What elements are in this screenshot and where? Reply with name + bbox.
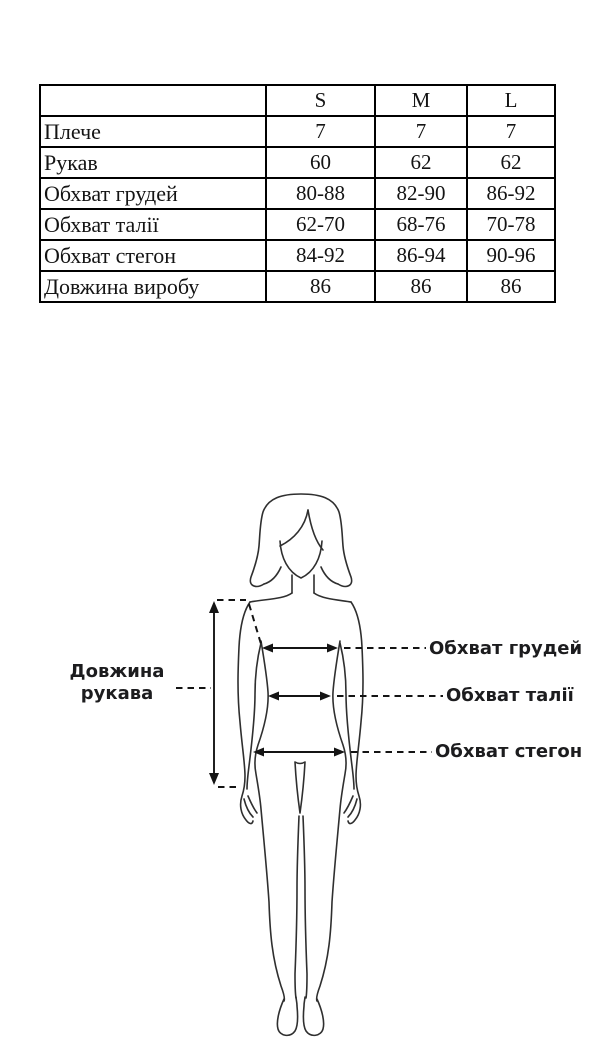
row-label-item-length: Довжина виробу	[40, 271, 266, 302]
row-label-sleeve: Рукав	[40, 147, 266, 178]
face-outline	[280, 541, 322, 578]
fringe-left	[280, 510, 308, 546]
hair-flick-right	[321, 567, 338, 584]
hand-left	[244, 796, 257, 817]
arrow-right-icon	[327, 644, 338, 653]
row-label-waist: Обхват талії	[40, 209, 266, 240]
row-label-chest: Обхват грудей	[40, 178, 266, 209]
sleeve-length-label: Довжина рукава	[69, 661, 165, 704]
leg-inner-left	[295, 816, 299, 998]
header-size-l: L	[467, 85, 555, 116]
header-size-m: M	[375, 85, 467, 116]
cell-value: 86	[266, 271, 375, 302]
arrow-left-icon	[268, 692, 279, 701]
hand-right	[344, 796, 357, 817]
arm-inner-right	[340, 643, 354, 789]
arm-inner-left	[247, 643, 261, 789]
arrow-down-icon	[209, 773, 219, 785]
crotch-detail	[295, 762, 305, 813]
hips-label: Обхват стегон	[435, 741, 583, 762]
hair-flick-left	[264, 567, 281, 584]
cell-value: 90-96	[467, 240, 555, 271]
arrow-right-icon	[320, 692, 331, 701]
cell-value: 86-94	[375, 240, 467, 271]
cell-value: 62	[467, 147, 555, 178]
chest-label: Обхват грудей	[429, 638, 583, 659]
cell-value: 62	[375, 147, 467, 178]
cell-value: 82-90	[375, 178, 467, 209]
shoulder-right	[314, 593, 351, 602]
arrow-left-icon	[262, 644, 273, 653]
shoulder-left	[250, 593, 292, 602]
female-figure-illustration	[238, 494, 363, 1035]
cell-value: 7	[375, 116, 467, 147]
cell-value: 86	[467, 271, 555, 302]
fringe-right	[308, 510, 323, 550]
cell-value: 60	[266, 147, 375, 178]
cell-value: 86-92	[467, 178, 555, 209]
row-label-hips: Обхват стегон	[40, 240, 266, 271]
cell-value: 80-88	[266, 178, 375, 209]
arm-outer-left	[238, 602, 253, 824]
hair-outline	[250, 494, 351, 586]
cell-value: 7	[467, 116, 555, 147]
cell-value: 7	[266, 116, 375, 147]
cell-value: 68-76	[375, 209, 467, 240]
waist-label: Обхват талії	[446, 685, 574, 706]
foot-left	[277, 997, 297, 1035]
arm-outer-right	[348, 602, 363, 824]
leg-inner-right	[303, 816, 307, 998]
arrow-up-icon	[209, 601, 219, 613]
cell-value: 84-92	[266, 240, 375, 271]
arrow-left-icon	[253, 748, 264, 757]
measurement-arrows	[176, 600, 443, 787]
foot-right	[303, 997, 323, 1035]
shoulder-diagonal-dash	[249, 604, 261, 644]
header-size-s: S	[266, 85, 375, 116]
cell-value: 86	[375, 271, 467, 302]
row-label-shoulder: Плече	[40, 116, 266, 147]
torso-leg-left	[255, 641, 284, 1001]
cell-value: 62-70	[266, 209, 375, 240]
cell-value: 70-78	[467, 209, 555, 240]
